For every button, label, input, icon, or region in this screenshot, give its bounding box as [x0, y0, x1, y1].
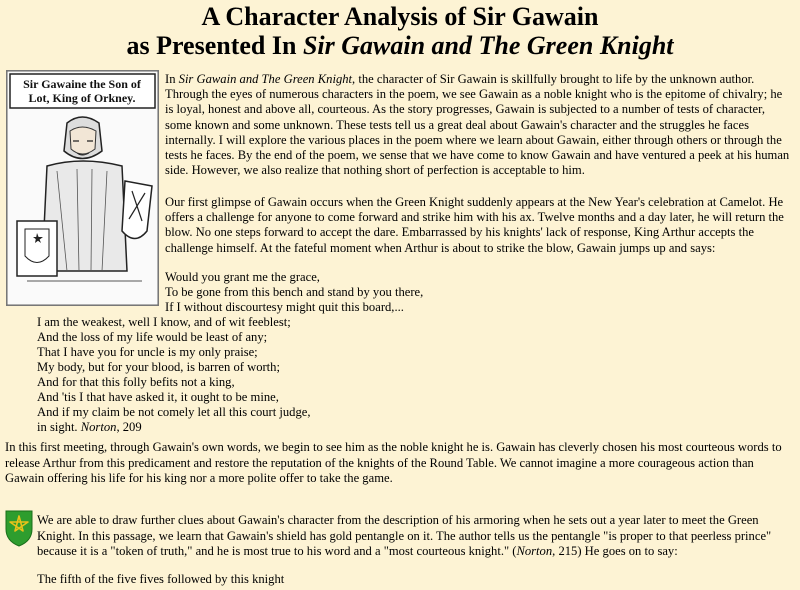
title-line-2-italic: Sir Gawain and The Green Knight — [302, 31, 674, 60]
title-line-2 — [0, 31, 800, 60]
portrait-caption-line-1: Sir Gawaine the Son of — [23, 77, 141, 91]
verse-block-3 — [37, 572, 284, 587]
intro-text: , the character of Sir Gawain is skillfully brought to life by the unknown author. Through the eyes of numerous characters in the poem, we see Gawain as a noble knight who is the epitome of chivalry; he is loyal, honest and above all, courteous. As the story progresses, Gawain is subjected to a number of tests of character, some known and some unknown. These tests tell us a great deal about Gawain's character and the struggles he faces internally. I will explore the various places in the poem where we learn about Gawain, either through others or through the tests he faces. By the end of the poem, we sense that we have come to know Gawain and have ventured a peek at his human side. However, we also realize that nothing short of perfection is acceptable to him. — [165, 72, 790, 178]
verse-line: And 'tis I that have asked it, it ought to be mine, — [37, 390, 279, 404]
verse-line: And if my claim be not comely let all this court judge, — [37, 405, 311, 419]
title-line-2-prefix: as Presented In — [126, 31, 303, 60]
title-line-1: A Character Analysis of Sir Gawain — [201, 2, 599, 31]
verse-block-1 — [165, 270, 423, 315]
pentangle-shield-icon — [4, 509, 34, 547]
intro-prefix: In — [165, 72, 179, 86]
gawain-portrait-image — [6, 70, 159, 306]
analysis-paragraph: In this first meeting, through Gawain's own words, we begin to see him as the noble knight he is. Gawain has cleverly chosen his most courteous words to release Arthur from this predicament and restore the reputation of the knights of the Round Table. We cannot imagine a more courageous action than Gawain offering his life for his king nor a more polite offer to take the game. — [5, 440, 782, 485]
verse-citation-line — [37, 420, 311, 435]
verse-line: Would you grant me the grace, — [165, 270, 320, 284]
verse-line: My body, but for your blood, is barren of worth; — [37, 360, 280, 374]
armoring-citation-suffix: , 215) He goes on to say: — [552, 544, 678, 558]
verse-block-2 — [37, 315, 311, 435]
page-title — [0, 2, 800, 60]
verse-last-text: in sight. — [37, 420, 81, 434]
citation-page: , 209 — [116, 420, 142, 434]
intro-italic-title: Sir Gawain and The Green Knight — [178, 72, 353, 86]
verse-line: To be gone from this bench and stand by you there, — [165, 285, 424, 299]
verse-line: And for that this folly befits not a king, — [37, 375, 235, 389]
intro-paragraph — [165, 72, 792, 178]
first-glimpse-paragraph: Our first glimpse of Gawain occurs when the Green Knight suddenly appears at the New Year's celebration at Camelot. He offers a challenge for anyone to come forward and strike him with his ax. Twelve months and a day later, he will return the blow. No one steps forward to accept the dare. Embarrassed by his knights' lack of response, King Arthur accepts the challenge himself. At the fateful moment when Arthur is about to strike the blow, Gawain jumps up and says: — [165, 195, 784, 255]
armoring-citation-source: Norton — [516, 544, 553, 558]
verse-line: That I have you for uncle is my only praise; — [37, 345, 258, 359]
citation-source: Norton — [80, 420, 117, 434]
verse-line: If I without discourtesy might quit this board,... — [165, 300, 404, 314]
verse-line: And the loss of my life would be least of any; — [37, 330, 268, 344]
verse-line: The fifth of the five fives followed by this knight — [37, 572, 285, 586]
armoring-paragraph — [37, 513, 797, 560]
armoring-text: We are able to draw further clues about Gawain's character from the description of his armoring when he sets out a year later to meet the Green Knight. In this passage, we learn that Gawain's shield has gold pentangle on it. The author tells us the pentangle "is proper to that peerless prince" because it is a "token of truth," and he is most true to his word and a "most courteous knight." ( — [37, 513, 772, 558]
portrait-caption-line-2: Lot, King of Orkney. — [28, 91, 136, 105]
gawain-portrait-drawing — [7, 71, 158, 305]
verse-line: I am the weakest, well I know, and of wit feeblest; — [37, 315, 291, 329]
